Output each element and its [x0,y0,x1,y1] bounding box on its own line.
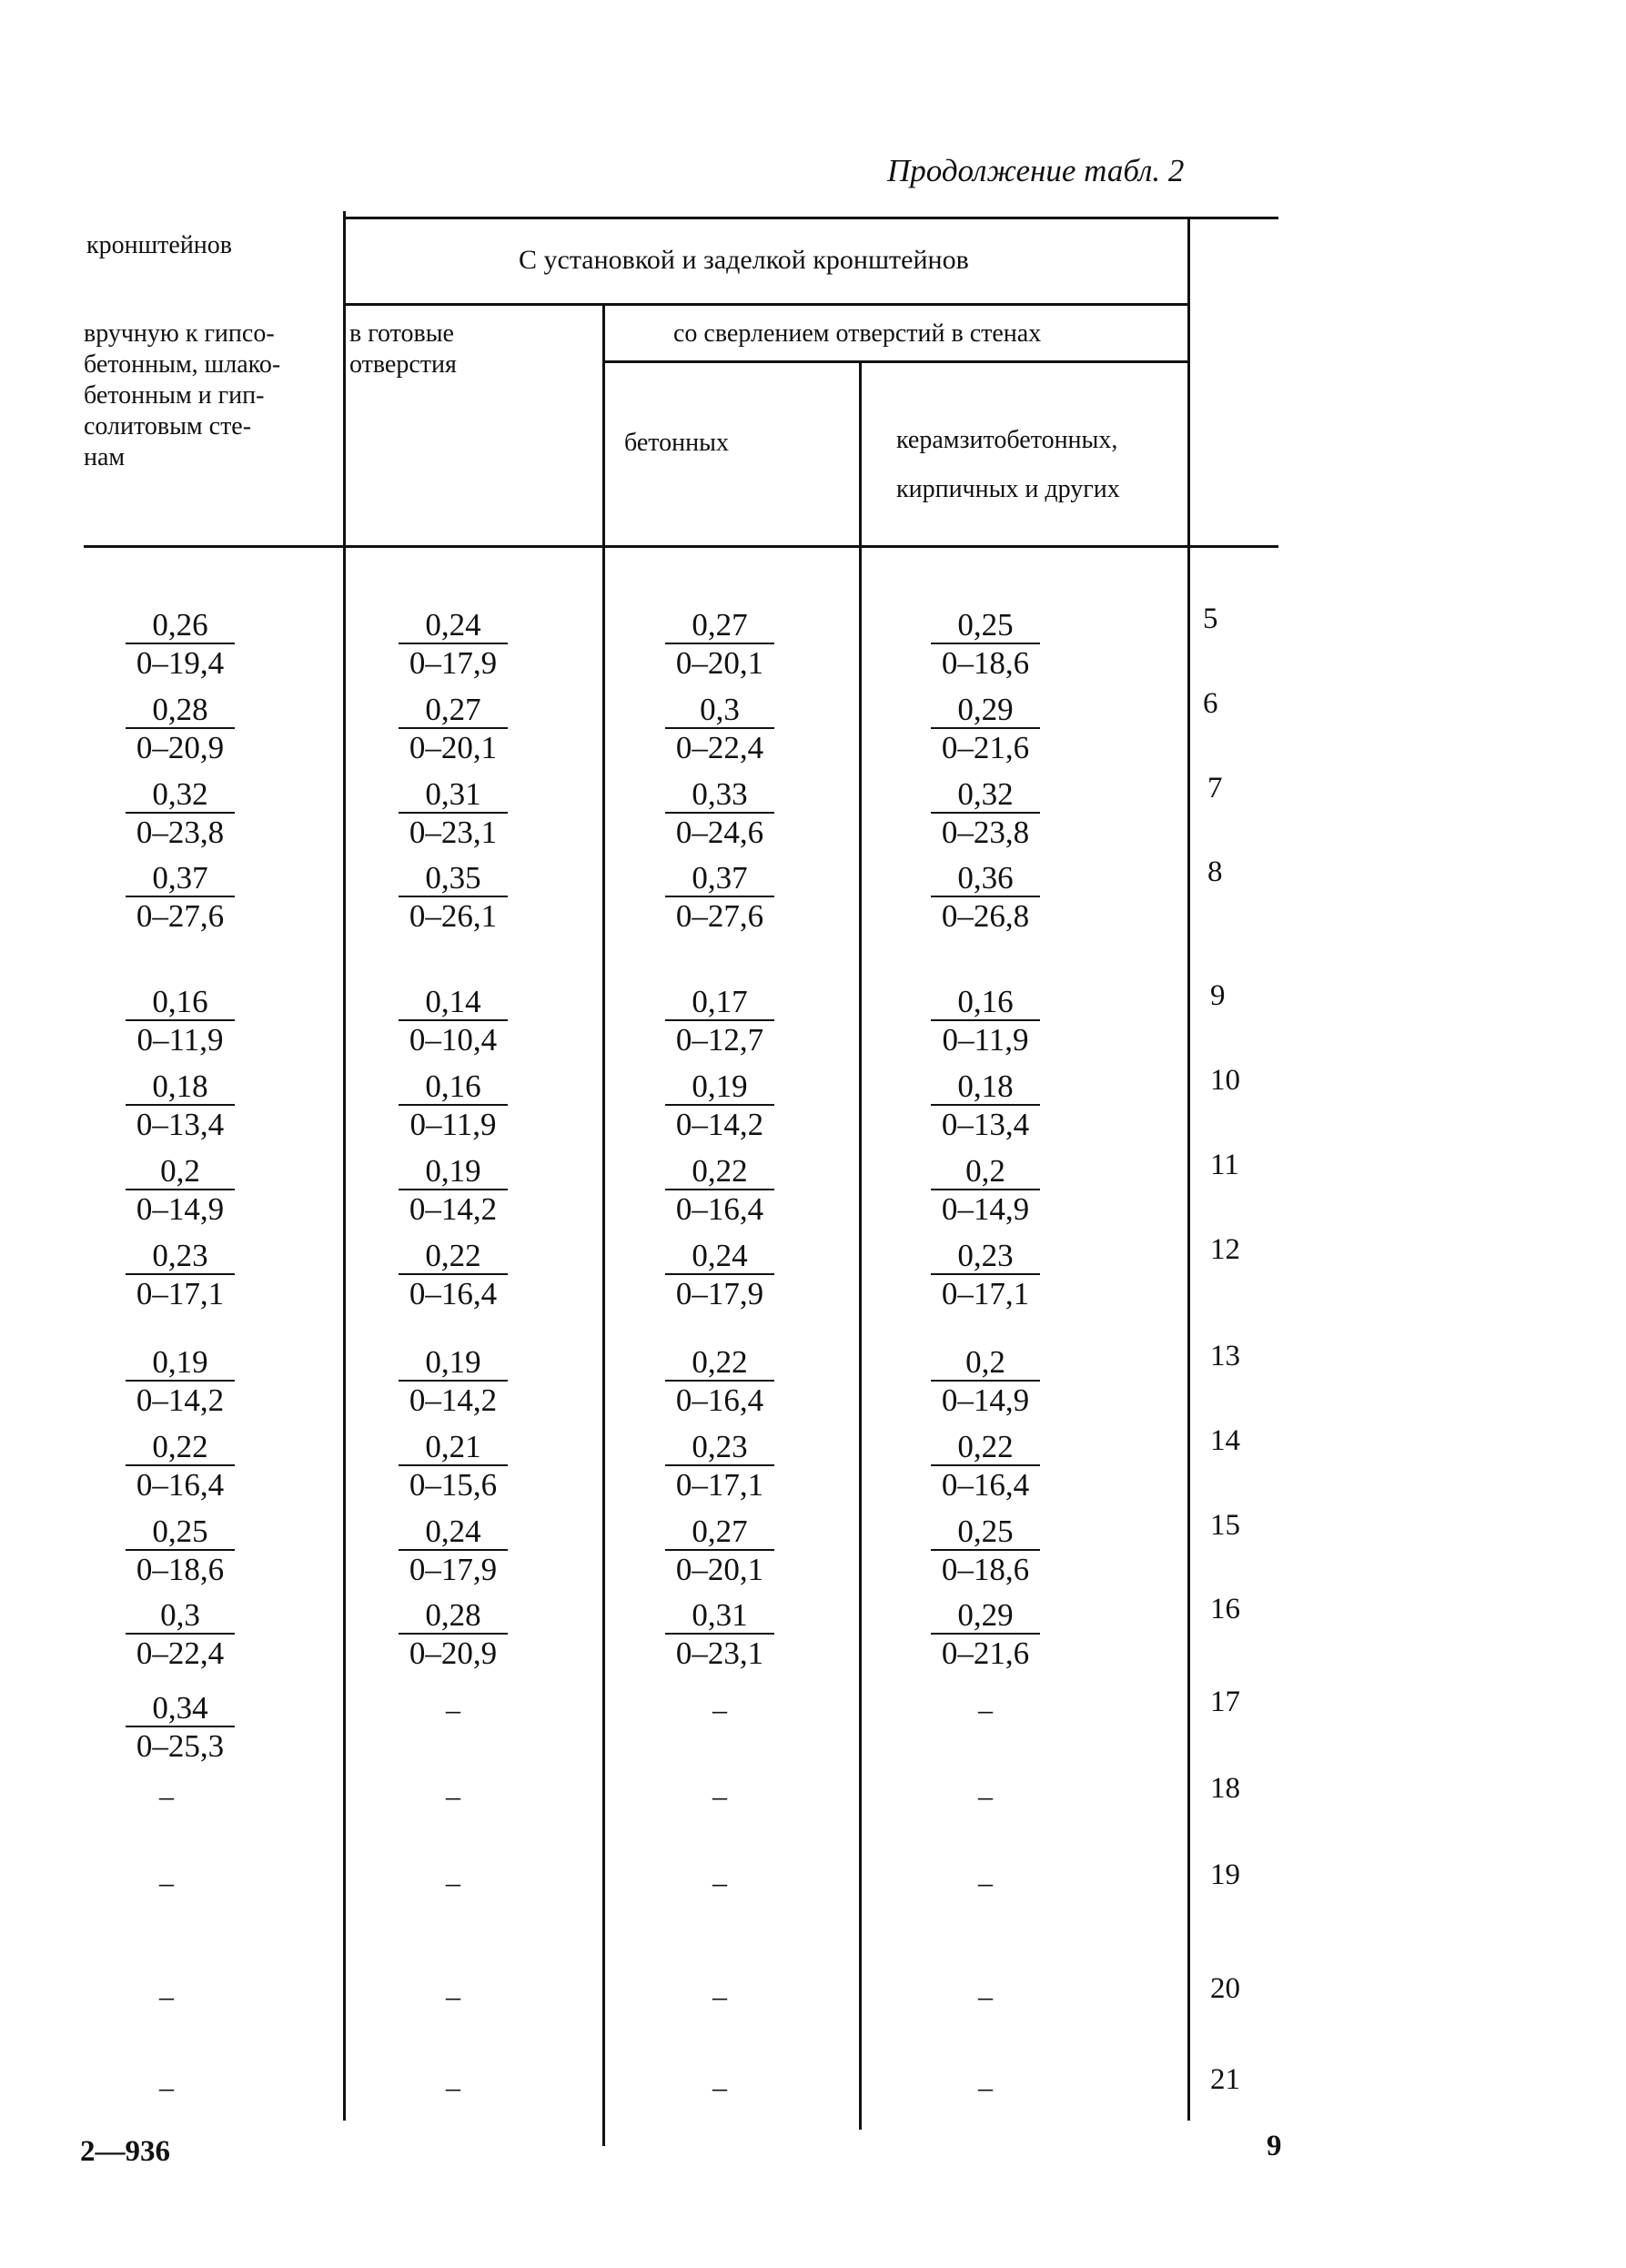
fraction-cell [665,1154,774,1226]
fraction-bar [931,1464,1040,1466]
fraction-bar [665,1273,774,1275]
fraction-denominator: 0–11,9 [136,1022,224,1058]
fraction-numerator: 0,21 [425,1429,481,1464]
empty-cell-dash: – [446,1866,460,1898]
header-col1-line: вручную к гипсо- [84,319,275,348]
fraction-numerator: 0,37 [152,860,208,896]
row-number: 5 [1203,602,1218,635]
empty-cell-dash: – [159,2071,174,2103]
fraction-numerator: 0,14 [425,984,481,1019]
fraction-denominator: 0–17,1 [136,1276,225,1311]
fraction-numerator: 0,22 [692,1344,748,1380]
fraction-numerator: 0,22 [425,1238,481,1273]
fraction-cell [399,1069,508,1141]
fraction-cell [665,1514,774,1586]
fraction-bar [126,1726,235,1727]
fraction-numerator: 0,27 [692,1514,748,1549]
fraction-cell [399,1345,508,1417]
fraction-denominator: 0–26,8 [941,898,1030,934]
fraction-denominator: 0–27,6 [675,898,764,934]
fraction-denominator: 0–16,4 [675,1191,764,1227]
fraction-numerator: 0,24 [692,1238,748,1273]
fraction-cell [931,1154,1040,1226]
fraction-bar [931,1019,1040,1021]
fraction-denominator: 0–11,9 [942,1022,1029,1058]
row-number: 16 [1210,1593,1240,1625]
group-rule [344,303,1189,306]
empty-cell-dash: – [446,1979,460,2012]
fraction-numerator: 0,19 [425,1153,481,1189]
fraction-denominator: 0–14,9 [941,1382,1030,1418]
fraction-bar [931,1189,1040,1190]
empty-cell-dash: – [712,1979,727,2012]
fraction-bar [399,1104,508,1106]
row-number: 21 [1210,2063,1240,2096]
row-number: 15 [1210,1509,1240,1542]
fraction-denominator: 0–13,4 [941,1107,1030,1142]
row-number: 17 [1210,1686,1240,1718]
page-number: 9 [1267,2130,1282,2162]
header-col1-line: бетонным и гип- [84,381,265,410]
empty-cell-dash: – [978,1693,993,1726]
fraction-numerator: 0,26 [152,607,208,643]
fraction-numerator: 0,37 [692,860,748,896]
fraction-bar [399,1189,508,1190]
fraction-cell [126,1069,235,1141]
fraction-denominator: 0–21,6 [941,730,1030,765]
fraction-numerator: 0,25 [152,1514,208,1549]
fraction-numerator: 0,2 [160,1153,200,1189]
fraction-numerator: 0,3 [160,1597,200,1633]
fraction-denominator: 0–23,8 [136,815,225,850]
fraction-bar [399,727,508,729]
fraction-bar [126,1464,235,1466]
fraction-numerator: 0,27 [425,692,481,727]
fraction-bar [665,643,774,644]
fraction-numerator: 0,22 [692,1153,748,1189]
fraction-bar [931,896,1040,897]
header-col1-line: бетонным, шлако- [84,350,281,379]
header-col2-sub [349,319,457,380]
fraction-cell [931,608,1040,680]
header-col1-line: нам [84,443,126,471]
fraction-numerator: 0,36 [957,860,1014,896]
fraction-denominator: 0–17,9 [409,645,498,681]
fraction-cell [665,693,774,764]
table-top-rule [344,217,1278,219]
row-number: 19 [1210,1858,1240,1891]
fraction-bar [399,896,508,897]
fraction-cell [126,693,235,764]
fraction-denominator: 0–21,6 [941,1635,1030,1671]
empty-cell-dash: – [712,1779,727,1812]
fraction-cell [126,861,235,933]
row-number: 13 [1210,1340,1240,1372]
fraction-numerator: 0,2 [965,1153,1005,1189]
fraction-bar [399,812,508,814]
row-number: 20 [1210,1972,1240,2005]
fraction-numerator: 0,27 [692,607,748,643]
col-divider-1 [343,211,346,2121]
header-col4-line: керамзитобетонных, [896,426,1118,454]
fraction-denominator: 0–19,4 [136,645,225,681]
fraction-bar [126,1019,235,1021]
fraction-denominator: 0–17,9 [409,1552,498,1587]
header-drill-group: со сверлением отверстий в стенах [673,319,1042,348]
fraction-numerator: 0,19 [692,1068,748,1104]
fraction-denominator: 0–11,9 [409,1107,497,1142]
fraction-cell [126,1239,235,1311]
header-col3-sub: бетонных [624,429,729,457]
fraction-cell [665,608,774,680]
fraction-bar [665,1549,774,1551]
fraction-bar [126,812,235,814]
fraction-bar [665,1633,774,1635]
fraction-cell [399,1239,508,1311]
fraction-cell [931,1514,1040,1586]
fraction-cell [931,777,1040,849]
fraction-denominator: 0–16,4 [409,1276,498,1311]
empty-cell-dash: – [712,2071,727,2103]
fraction-denominator: 0–14,2 [675,1107,764,1142]
fraction-bar [931,1104,1040,1106]
fraction-cell [665,1598,774,1670]
fraction-bar [665,1019,774,1021]
fraction-cell [665,1239,774,1311]
empty-cell-dash: – [978,2071,993,2103]
fraction-cell [126,1514,235,1586]
col-divider-4 [1187,217,1190,2121]
empty-cell-dash: – [446,1693,460,1726]
fraction-bar [126,643,235,644]
fraction-denominator: 0–20,1 [675,645,764,681]
header-group-title: С установкой и заделкой кронштейнов [519,245,969,275]
fraction-numerator: 0,19 [425,1344,481,1380]
fraction-bar [665,1464,774,1466]
fraction-denominator: 0–22,4 [675,730,764,765]
col-divider-2 [602,303,605,2146]
footer-code: 2—936 [80,2135,170,2168]
fraction-cell [399,1430,508,1502]
header-col4-line: кирпичных и других [896,475,1120,503]
fraction-denominator: 0–18,6 [136,1552,225,1587]
row-number: 11 [1210,1149,1239,1181]
fraction-bar [931,1549,1040,1551]
fraction-bar [126,1549,235,1551]
fraction-denominator: 0–22,4 [136,1635,225,1671]
fraction-numerator: 0,19 [152,1344,208,1380]
fraction-numerator: 0,31 [425,776,481,812]
fraction-denominator: 0–14,9 [941,1191,1030,1227]
fraction-denominator: 0–18,6 [941,645,1030,681]
row-number: 7 [1207,772,1223,805]
empty-cell-dash: – [159,1866,174,1898]
fraction-numerator: 0,28 [425,1597,481,1633]
fraction-denominator: 0–24,6 [675,815,764,850]
fraction-denominator: 0–20,1 [409,730,498,765]
fraction-bar [665,896,774,897]
row-number: 10 [1210,1064,1240,1097]
empty-cell-dash: – [978,1779,993,1812]
fraction-bar [399,1633,508,1635]
fraction-cell [126,1598,235,1670]
fraction-bar [399,1019,508,1021]
fraction-cell [399,777,508,849]
fraction-numerator: 0,24 [425,1514,481,1549]
fraction-bar [399,1464,508,1466]
fraction-denominator: 0–23,1 [675,1635,764,1671]
fraction-numerator: 0,22 [957,1429,1014,1464]
row-number: 12 [1210,1233,1240,1266]
fraction-bar [931,812,1040,814]
row-number: 6 [1203,687,1218,720]
header-col2-line: отверстия [349,350,457,379]
fraction-numerator: 0,32 [957,776,1014,812]
fraction-denominator: 0–26,1 [409,898,498,934]
header-col1-line: солитовым сте- [84,412,252,440]
fraction-cell [931,1239,1040,1311]
fraction-bar [399,643,508,644]
header-col2-line: в готовые [349,319,454,348]
fraction-bar [126,896,235,897]
fraction-numerator: 0,22 [152,1429,208,1464]
fraction-bar [931,1633,1040,1635]
header-col1-top: кронштейнов [86,231,233,259]
fraction-denominator: 0–23,1 [409,815,498,850]
empty-cell-dash: – [978,1979,993,2012]
fraction-numerator: 0,35 [425,860,481,896]
fraction-cell [665,861,774,933]
fraction-bar [399,1273,508,1275]
empty-cell-dash: – [159,1979,174,2012]
fraction-denominator: 0–14,2 [136,1382,225,1418]
fraction-numerator: 0,34 [152,1690,208,1726]
fraction-bar [931,727,1040,729]
fraction-bar [126,1273,235,1275]
fraction-bar [665,727,774,729]
fraction-numerator: 0,2 [965,1344,1005,1380]
fraction-numerator: 0,31 [692,1597,748,1633]
fraction-denominator: 0–13,4 [136,1107,225,1142]
fraction-bar [399,1549,508,1551]
empty-cell-dash: – [712,1693,727,1726]
col-divider-3 [859,360,862,2130]
fraction-cell [399,1514,508,1586]
fraction-denominator: 0–20,9 [409,1635,498,1671]
fraction-denominator: 0–17,9 [675,1276,764,1311]
fraction-numerator: 0,32 [152,776,208,812]
fraction-bar [126,1189,235,1190]
row-number: 18 [1210,1772,1240,1805]
fraction-cell [665,1345,774,1417]
fraction-cell [665,985,774,1057]
fraction-numerator: 0,29 [957,1597,1014,1633]
fraction-cell [399,693,508,764]
fraction-cell [126,777,235,849]
fraction-denominator: 0–18,6 [941,1552,1030,1587]
fraction-bar [665,812,774,814]
fraction-numerator: 0,17 [692,984,748,1019]
fraction-cell [931,985,1040,1057]
fraction-bar [126,1380,235,1382]
fraction-denominator: 0–16,4 [136,1467,225,1503]
fraction-cell [126,608,235,680]
fraction-numerator: 0,23 [152,1238,208,1273]
fraction-numerator: 0,28 [152,692,208,727]
fraction-cell [399,1598,508,1670]
fraction-cell [126,1154,235,1226]
fraction-numerator: 0,16 [957,984,1014,1019]
fraction-bar [931,643,1040,644]
fraction-denominator: 0–15,6 [409,1467,498,1503]
fraction-bar [126,1633,235,1635]
fraction-numerator: 0,16 [425,1068,481,1104]
fraction-denominator: 0–14,9 [136,1191,225,1227]
fraction-cell [126,1691,235,1763]
fraction-bar [665,1380,774,1382]
fraction-bar [399,1380,508,1382]
row-number: 14 [1210,1424,1240,1457]
fraction-numerator: 0,18 [152,1068,208,1104]
fraction-cell [931,693,1040,764]
fraction-numerator: 0,23 [957,1238,1014,1273]
header-bottom-rule [84,545,1278,548]
row-number: 9 [1210,979,1226,1012]
fraction-denominator: 0–20,9 [136,730,225,765]
fraction-cell [399,861,508,933]
fraction-cell [665,777,774,849]
row-number: 8 [1207,856,1223,888]
drill-group-rule [605,360,1189,363]
empty-cell-dash: – [978,1866,993,1898]
fraction-denominator: 0–17,1 [941,1276,1030,1311]
fraction-numerator: 0,16 [152,984,208,1019]
fraction-bar [665,1104,774,1106]
fraction-denominator: 0–23,8 [941,815,1030,850]
fraction-denominator: 0–10,4 [409,1022,498,1058]
fraction-cell [126,985,235,1057]
fraction-denominator: 0–25,3 [136,1728,225,1764]
fraction-numerator: 0,23 [692,1429,748,1464]
fraction-bar [931,1380,1040,1382]
fraction-cell [931,1598,1040,1670]
fraction-cell [931,1069,1040,1141]
empty-cell-dash: – [712,1866,727,1898]
fraction-numerator: 0,18 [957,1068,1014,1104]
fraction-denominator: 0–27,6 [136,898,225,934]
fraction-cell [665,1430,774,1502]
fraction-cell [931,861,1040,933]
fraction-denominator: 0–16,4 [675,1382,764,1418]
fraction-bar [126,727,235,729]
fraction-cell [399,985,508,1057]
empty-cell-dash: – [446,1779,460,1812]
fraction-numerator: 0,24 [425,607,481,643]
fraction-bar [665,1189,774,1190]
table-caption: Продолжение табл. 2 [887,153,1185,188]
fraction-denominator: 0–14,2 [409,1191,498,1227]
fraction-denominator: 0–17,1 [675,1467,764,1503]
header-col4-sub [896,416,1120,514]
empty-cell-dash: – [446,2071,460,2103]
fraction-numerator: 0,33 [692,776,748,812]
fraction-numerator: 0,25 [957,607,1014,643]
fraction-cell [399,608,508,680]
fraction-denominator: 0–16,4 [941,1467,1030,1503]
fraction-numerator: 0,25 [957,1514,1014,1549]
fraction-cell [665,1069,774,1141]
empty-cell-dash: – [159,1779,174,1812]
fraction-denominator: 0–12,7 [675,1022,764,1058]
fraction-bar [931,1273,1040,1275]
fraction-cell [126,1345,235,1417]
fraction-cell [931,1345,1040,1417]
fraction-denominator: 0–14,2 [409,1382,498,1418]
fraction-numerator: 0,29 [957,692,1014,727]
fraction-denominator: 0–20,1 [675,1552,764,1587]
fraction-numerator: 0,3 [700,692,740,727]
header-col1-sub [84,319,280,473]
fraction-bar [126,1104,235,1106]
fraction-cell [126,1430,235,1502]
fraction-cell [399,1154,508,1226]
fraction-cell [931,1430,1040,1502]
